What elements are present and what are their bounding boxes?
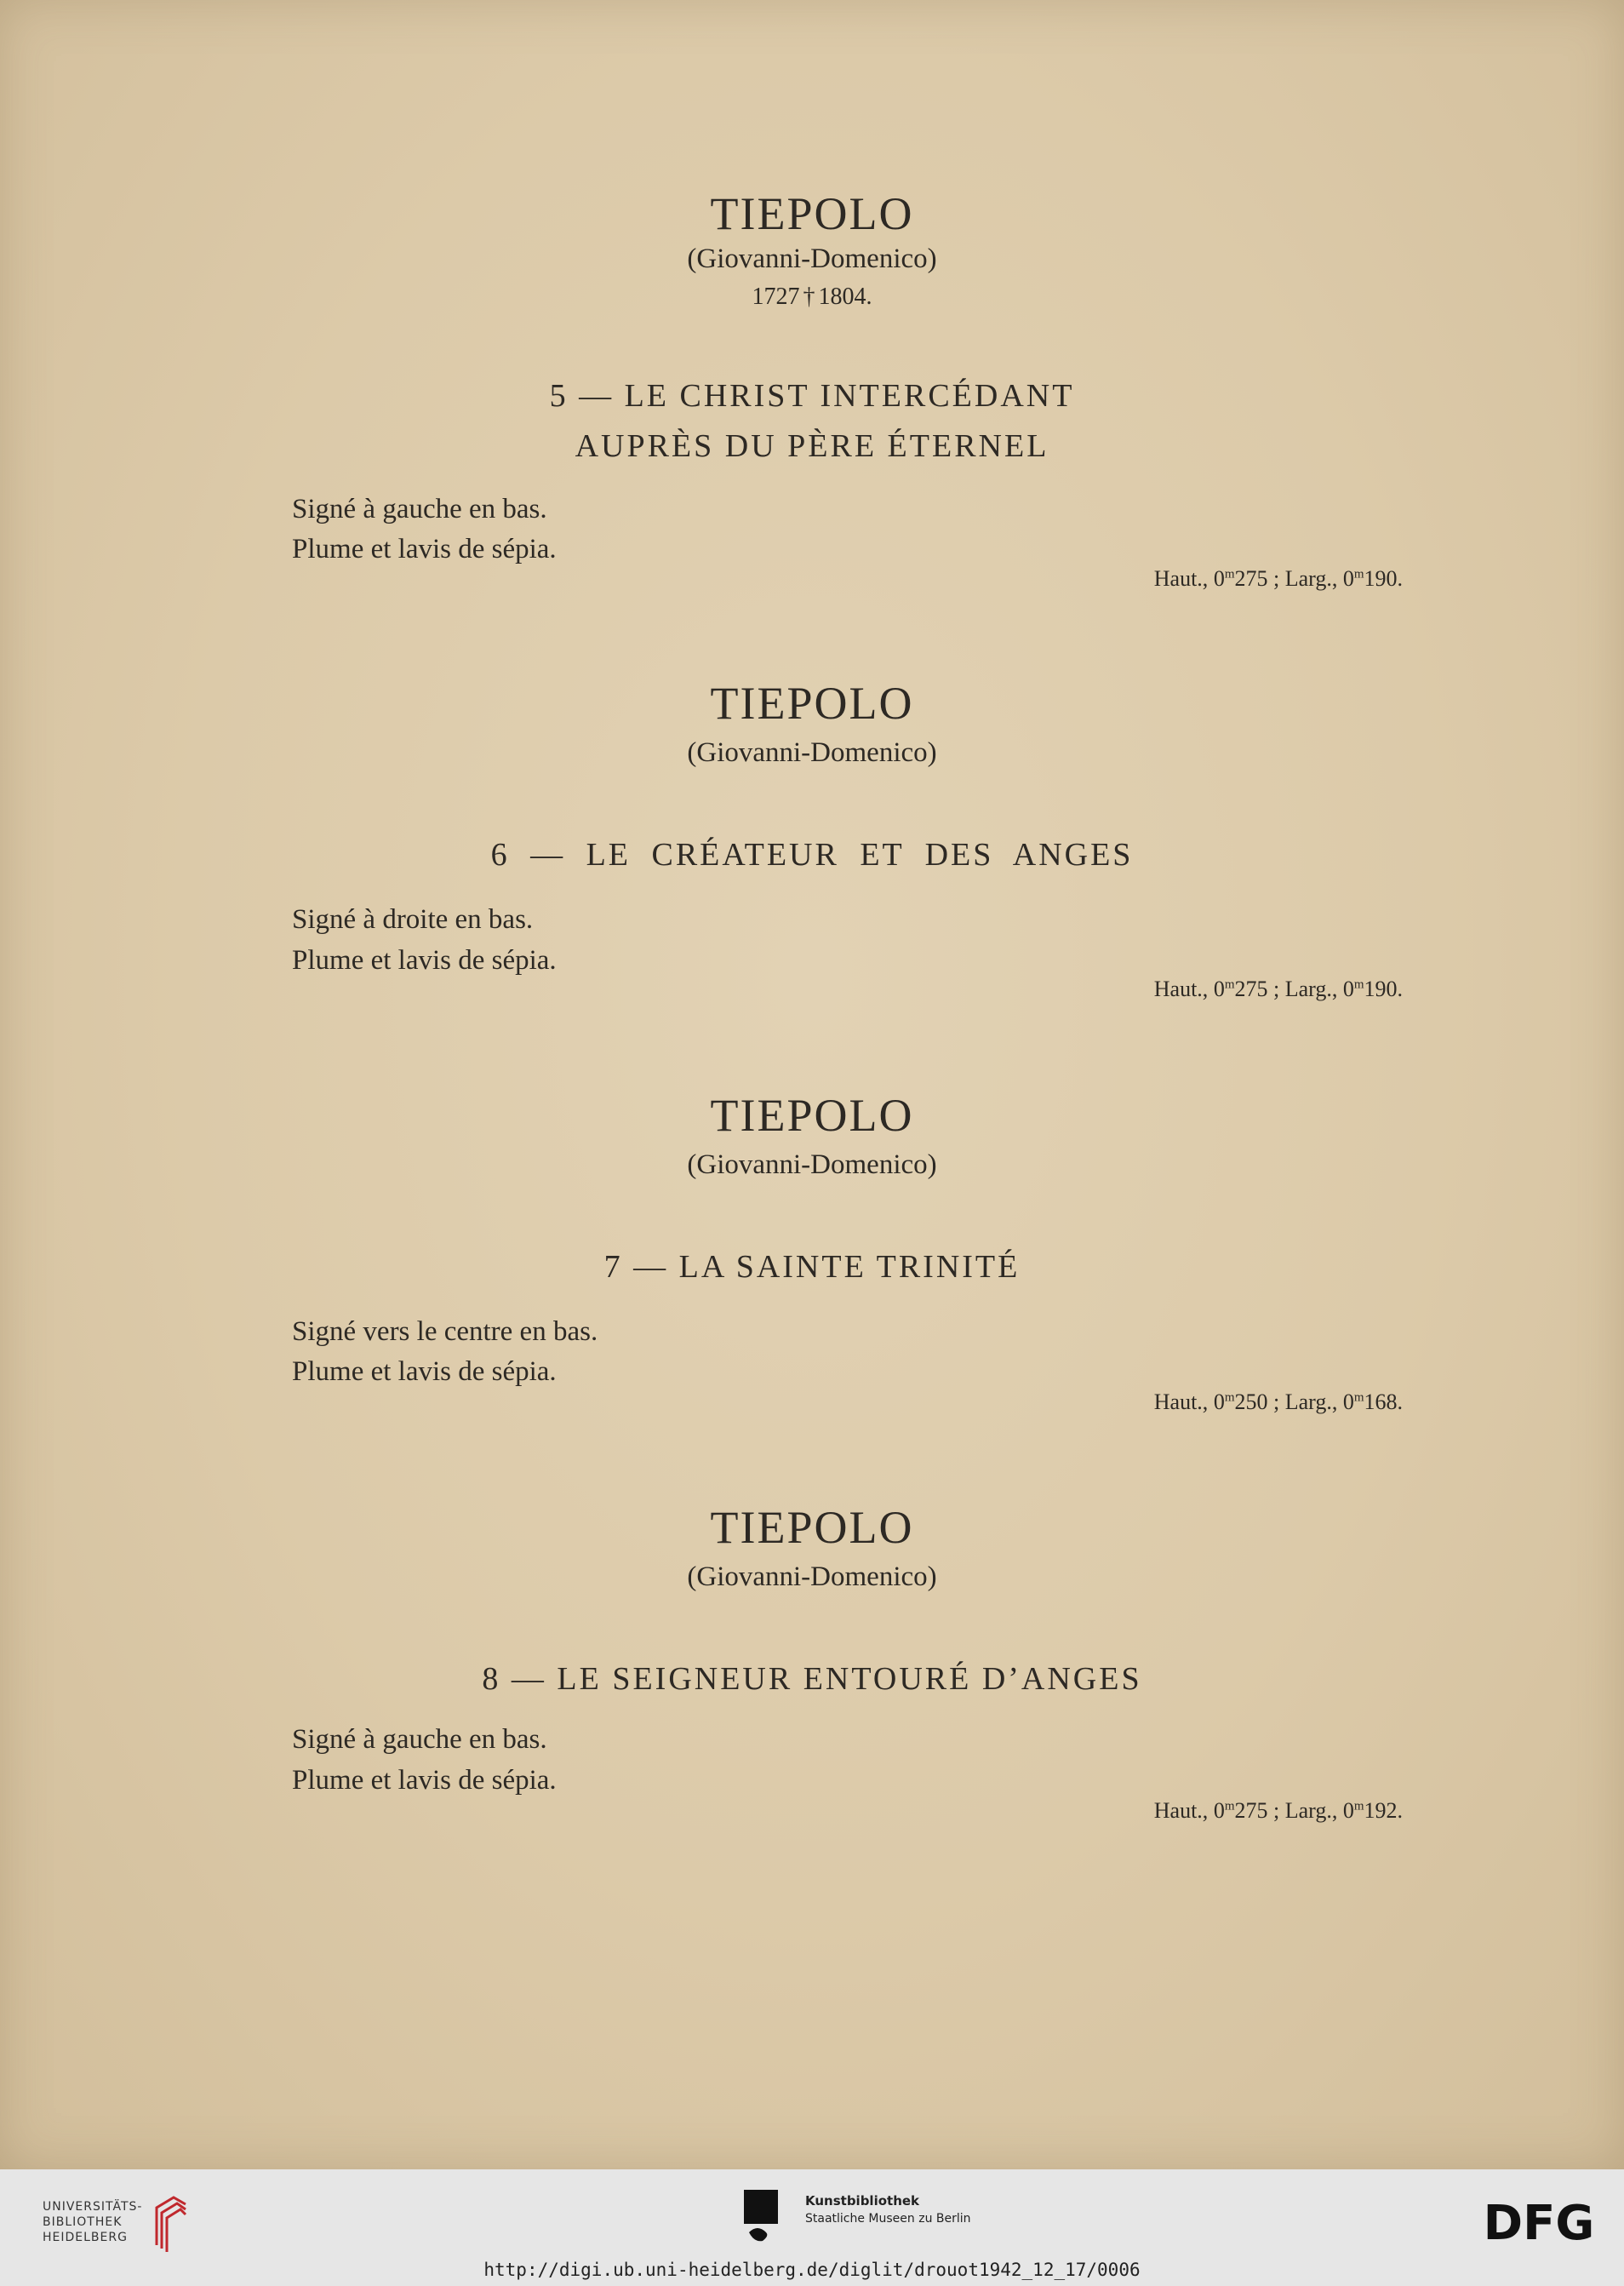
dimensions: Haut., 0$^m$250 ; Larg., 0$^m$168. — [1153, 1389, 1403, 1414]
dfg-logo[interactable] — [1479, 2197, 1598, 2248]
description-line: Signé à gauche en bas. — [292, 494, 547, 524]
kunstbibliothek-emblem-icon — [744, 2190, 778, 2244]
dagger-symbol: † — [803, 284, 815, 310]
description-line: Signé vers le centre en bas. — [292, 1316, 598, 1347]
birth-year: 1727 — [752, 284, 800, 310]
kunstbibliothek-title: Kunstbibliothek — [805, 2193, 920, 2209]
kunstbibliothek-subtitle: Staatliche Museen zu Berlin — [805, 2212, 971, 2226]
description-line: Plume et lavis de sépia. — [292, 945, 557, 976]
artwork-title-line: 5 — LE CHRIST INTERCÉDANT — [549, 378, 1075, 414]
description-line: Signé à gauche en bas. — [292, 1724, 547, 1755]
description-line: Plume et lavis de sépia. — [292, 534, 557, 564]
artist-given-names: (Giovanni-Domenico) — [687, 737, 937, 768]
university-logo-text: UNIVERSITÄTS- — [43, 2200, 143, 2214]
artist-given-names: (Giovanni-Domenico) — [687, 1561, 937, 1592]
university-library-logo[interactable] — [43, 2189, 204, 2257]
artwork-title-line: AUPRÈS DU PÈRE ÉTERNEL — [575, 428, 1049, 464]
dfg-logo-text: DFG — [1483, 2197, 1595, 2248]
artwork-title-line: 7 — LA SAINTE TRINITÉ — [603, 1249, 1021, 1285]
artist-name: TIEPOLO — [710, 1502, 914, 1553]
artist-given-names: (Giovanni-Domenico) — [687, 1149, 937, 1180]
description-line: Signé à droite en bas. — [292, 904, 534, 935]
dimensions: Haut., 0$^m$275 ; Larg., 0$^m$190. — [1153, 977, 1403, 1001]
artist-dates — [0, 284, 1624, 311]
artwork-title-line: 8 — LE SEIGNEUR ENTOURÉ D’ANGES — [482, 1661, 1142, 1697]
dimensions: Haut., 0$^m$275 ; Larg., 0$^m$192. — [1153, 1798, 1403, 1823]
kunstbibliothek-logo[interactable] — [744, 2190, 999, 2249]
artwork-title-line: 6 — LE CRÉATEUR ET DES ANGES — [490, 837, 1134, 873]
university-logo-text: BIBLIOTHEK — [43, 2215, 123, 2229]
description-line: Plume et lavis de sépia. — [292, 1765, 557, 1796]
university-logo-text: HEIDELBERG — [43, 2231, 128, 2244]
viewer-footer — [0, 2169, 1624, 2286]
dimensions: Haut., 0$^m$275 ; Larg., 0$^m$190. — [1153, 566, 1403, 591]
death-year: 1804. — [818, 284, 872, 310]
artist-name: TIEPOLO — [710, 1090, 914, 1141]
artist-name: TIEPOLO — [710, 678, 914, 729]
description-line: Plume et lavis de sépia. — [292, 1356, 557, 1387]
artist-given-names: (Giovanni-Domenico) — [687, 243, 937, 274]
artist-name: TIEPOLO — [710, 188, 914, 239]
page-url[interactable]: http://digi.ub.uni-heidelberg.de/diglit/drouot1942_12_17/0006 — [483, 2260, 1141, 2280]
university-emblem-icon — [148, 2192, 191, 2252]
